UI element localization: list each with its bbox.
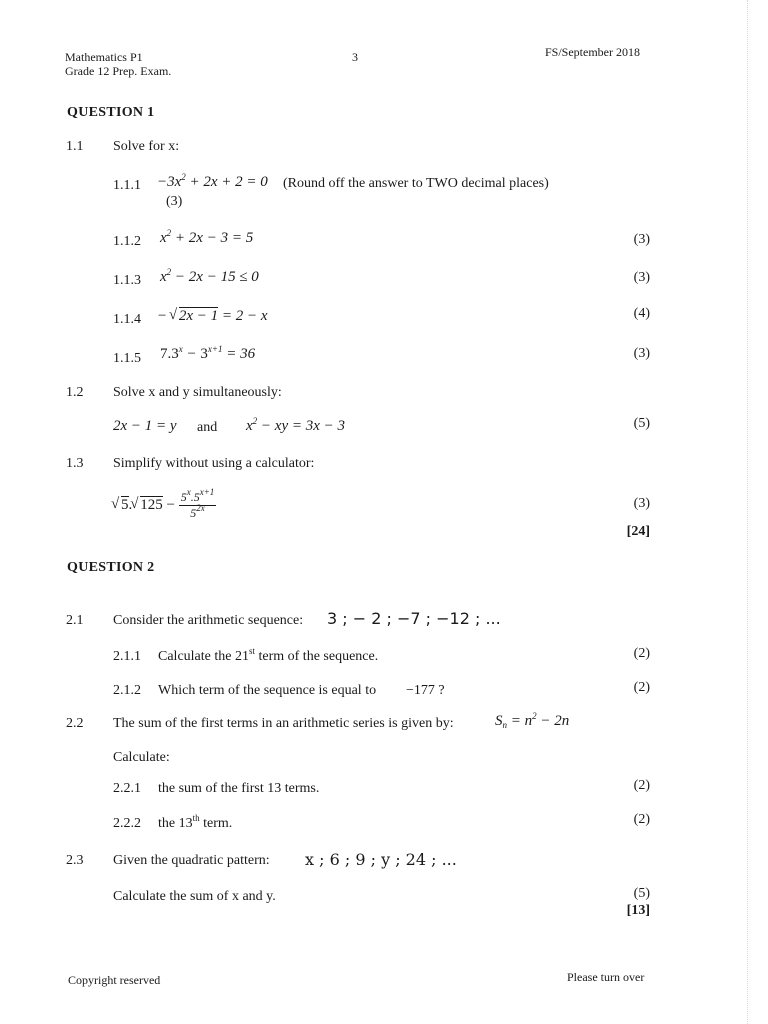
q1-2-equation-1: 2x − 1 = y xyxy=(113,418,177,434)
q2-3-number: 2.3 xyxy=(66,853,84,868)
q2-1-2-value: −177 ? xyxy=(406,683,445,698)
turn-over-label: Please turn over xyxy=(567,970,645,984)
q2-1-text: Consider the arithmetic sequence: xyxy=(113,613,304,628)
q1-1-1-equation: $-3x^2 + 2x + 2 = 0$ xyxy=(157,172,268,190)
q2-2-1-number: 2.2.1 xyxy=(113,781,141,796)
q1-2-text: Solve x and y simultaneously: xyxy=(113,385,282,400)
q2-3-pattern: x ; 6 ; 9 ; y ; 24 ; ... xyxy=(305,850,457,869)
question-2-title: QUESTION 2 xyxy=(67,560,155,575)
page-number: 3 xyxy=(352,50,358,64)
q1-1-number: 1.1 xyxy=(66,139,84,154)
q1-1-text: Solve for x: xyxy=(113,139,180,154)
q2-2-formula: $S_n = n^2 - 2n$ xyxy=(495,711,570,730)
q1-1-3-equation: $x^2 - 2x - 15 \le 0$ xyxy=(160,267,259,285)
q1-3-expression: √ 5.√ 125 − $\frac{5^x.5^{x+1}}{5^{2x}}$ xyxy=(113,490,216,521)
q2-2-text: The sum of the first terms in an arithmetic series is given by: xyxy=(113,716,454,731)
session-label: FS/September 2018 xyxy=(545,45,640,59)
question-1-title: QUESTION 1 xyxy=(67,105,155,120)
q2-1-number: 2.1 xyxy=(66,613,84,628)
q1-3-marks: (3) xyxy=(633,496,650,511)
q2-1-1-number: 2.1.1 xyxy=(113,649,141,664)
q2-2-2-number: 2.2.2 xyxy=(113,816,141,831)
q1-1-3-marks: (3) xyxy=(633,270,650,285)
q2-1-sequence: 3 ; − 2 ; −7 ; −12 ; ... xyxy=(327,609,501,628)
q2-3-text: Given the quadratic pattern: xyxy=(113,853,270,868)
q1-1-1-note: (Round off the answer to TWO decimal places) xyxy=(283,176,549,191)
q1-1-5-equation: $7.3^x - 3^{x+1} = 36$ xyxy=(160,344,256,362)
question-1-total: [24] xyxy=(626,524,650,539)
q2-2-1-marks: (2) xyxy=(633,778,650,793)
q1-3-number: 1.3 xyxy=(66,456,84,471)
copyright-label: Copyright reserved xyxy=(68,973,161,987)
subject-label: Mathematics P1 xyxy=(65,50,143,64)
q1-3-text: Simplify without using a calculator: xyxy=(113,456,315,471)
q1-1-5-number: 1.1.5 xyxy=(113,351,141,366)
q2-2-number: 2.2 xyxy=(66,716,84,731)
q1-2-number: 1.2 xyxy=(66,385,84,400)
q1-2-equation-2: $x^2$ − xy = 3x − 3 xyxy=(246,416,346,434)
q1-1-3-number: 1.1.3 xyxy=(113,273,141,288)
q2-2-1-text: the sum of the first 13 terms. xyxy=(158,781,320,796)
q1-1-4-equation: − √ 2x − 1 = 2 − x xyxy=(157,308,268,325)
q2-1-2-marks: (2) xyxy=(633,680,650,695)
page-edge-line xyxy=(746,0,748,1024)
q1-1-4-number: 1.1.4 xyxy=(113,312,141,327)
q2-1-1-marks: (2) xyxy=(633,646,650,661)
q1-1-2-marks: (3) xyxy=(633,232,650,247)
q1-1-1-marks: (3) xyxy=(166,194,183,209)
q1-1-2-number: 1.1.2 xyxy=(113,234,141,249)
q2-1-1-text: Calculate the 21st term of the sequence. xyxy=(158,646,379,664)
q2-2-2-marks: (2) xyxy=(633,812,650,827)
q1-1-2-equation: $x^2 + 2x - 3 = 5$ xyxy=(160,228,254,246)
q1-1-5-marks: (3) xyxy=(633,346,650,361)
q2-2-calculate: Calculate: xyxy=(113,750,170,765)
grade-label: Grade 12 Prep. Exam. xyxy=(65,64,172,78)
q2-1-2-number: 2.1.2 xyxy=(113,683,141,698)
question-2-total: [13] xyxy=(626,903,650,918)
q2-3-instruction: Calculate the sum of x and y. xyxy=(113,889,276,904)
q1-2-marks: (5) xyxy=(633,416,650,431)
q1-1-4-marks: (4) xyxy=(633,306,650,321)
q1-1-1-number: 1.1.1 xyxy=(113,178,141,193)
q2-1-2-text: Which term of the sequence is equal to xyxy=(158,683,377,698)
q2-3-marks: (5) xyxy=(633,886,650,901)
q2-2-2-text: the 13th term. xyxy=(158,813,233,831)
q1-2-and: and xyxy=(197,420,218,435)
